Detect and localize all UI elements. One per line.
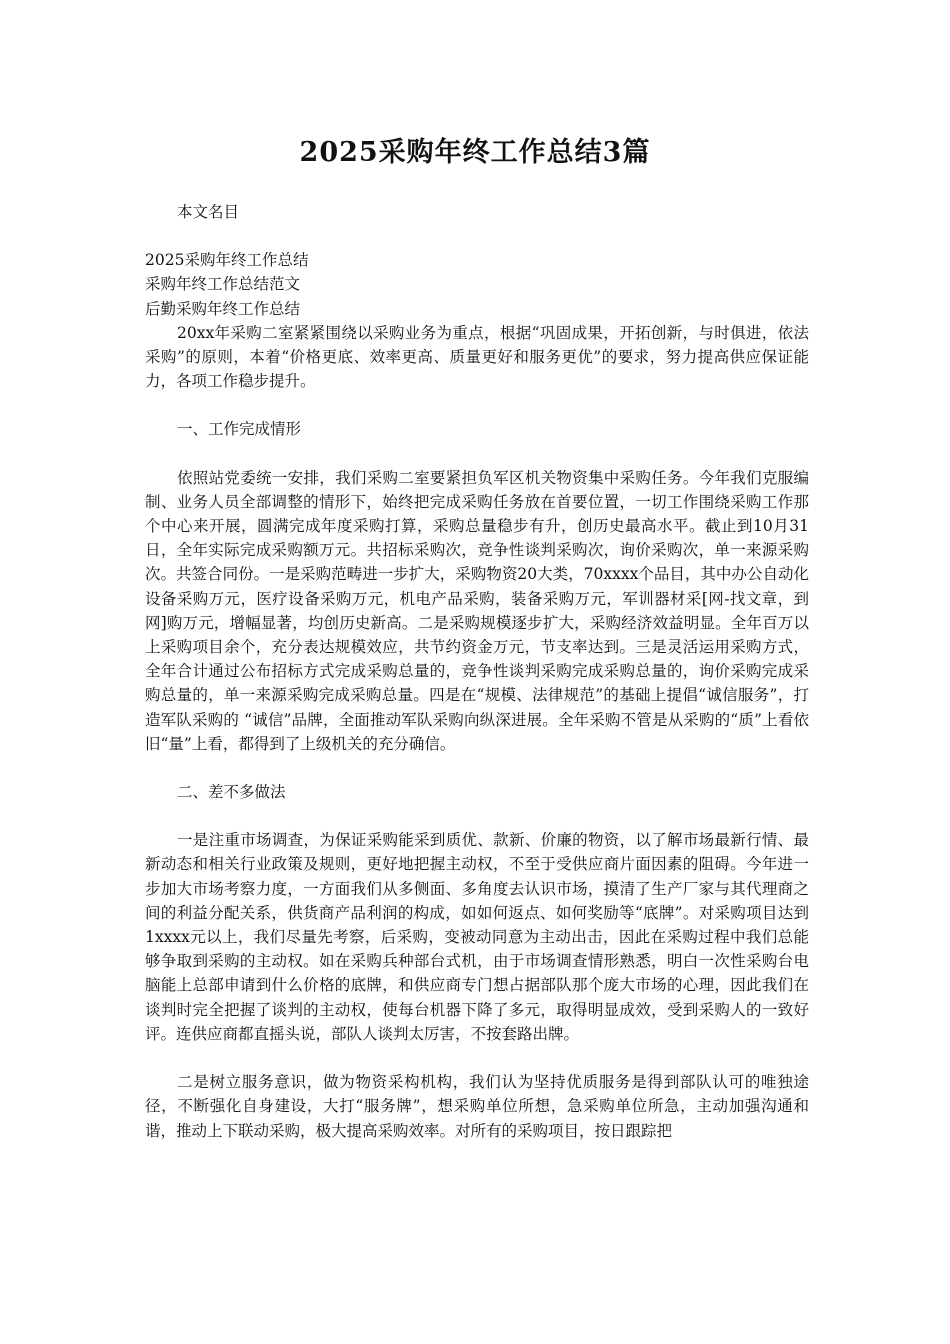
document-body (145, 200, 809, 1143)
section-2-paragraph-2: 二是树立服务意识，做为物资采构机构，我们认为坚持优质服务是得到部队认可的唯独途径，不断强化自身建设，大打“服务牌”，想采购单位所想，急采购单位所急，主动加强沟通和谐，推动上下联动采购，极大提高采购效率。对所有的采购项目，按日跟踪把 (145, 1073, 809, 1140)
section-heading-1: 一、工作完成情形 (177, 420, 302, 439)
section-heading-2: 二、差不多做法 (177, 783, 286, 802)
intro-paragraph: 20xx年采购二室紧紧围绕以采购业务为重点，根据“巩固成果，开拓创新，与时俱进，依法采购”的原则，本着“价格更底、效率更高、质量更好和服务更优”的要求，努力提高供应保证能力，各项工作稳步提升。 (145, 323, 809, 391)
toc-label: 本文名目 (177, 203, 240, 221)
table-of-contents (145, 248, 809, 321)
toc-item: 2025采购年终工作总结 (145, 251, 309, 270)
document-title: 2025采购年终工作总结3篇 (299, 137, 651, 168)
toc-item: 后勤采购年终工作总结 (145, 299, 301, 318)
toc-item: 采购年终工作总结范文 (145, 275, 301, 294)
section-2-paragraph-1: 一是注重市场调查，为保证采购能采到质优、款新、价廉的物资，以了解市场最新行情、最新动态和相关行业政策及规则，更好地把握主动权，不至于受供应商片面因素的阻碍。今年进一步加大市场考察力度，一方面我们从多侧面、多角度去认识市场，摸清了生产厂家与其代理商之间的利益分配关系，供货商产品利润的构成，如如何返点、如何奖励等“底牌”。对采购项目达到1xxxx元以上，我们尽量先考察，后采购，变被动同意为主动出击，因此在采购过程中我们总能够争取到采购的主动权。如在采购兵种部台式机，由于市场调查情形熟悉，明白一次性采购台电脑能上总部申请到什么价格的底牌，和供应商专门想占据部队那个庞大市场的心理，因此我们在谈判时完全把握了谈判的主动权，使每台机器下降了多元，取得明显成效，受到采购人的一致好评。连供应商都直摇头说，部队人谈判太厉害，不按套路出牌。 (145, 831, 809, 1043)
section-1-paragraph: 依照站党委统一安排，我们采购二室要紧担负军区机关物资集中采购任务。今年我们克服编制、业务人员全部调整的情形下，始终把完成采购任务放在首要位置，一切工作围绕采购工作那个中心来开展，圆满完成年度采购打算，采购总量稳步有升，创历史最高水平。截止到10月31日，全年实际完成采购额万元。共招标采购次，竞争性谈判采购次，询价采购次，单一来源采购次。共签合同份。一是采购范畴进一步扩大，采购物资20大类，70xxxx个品目，其中办公自动化设备采购万元，医疗设备采购万元，机电产品采购，装备采购万元，军训器材采[网-找文章，到网]购万元，增幅显著，均创历史新高。二是采购规模逐步扩大，采购经济效益明显。全年百万以上采购项目余个，充分表达规模效应，共节约资金万元，节支率达到。三是灵活运用采购方式，全年合计通过公布招标方式完成采购总量的，竞争性谈判采购完成采购总量的，询价采购完成采购总量的，单一来源采购完成采购总量。四是在“规模、法律规范”的基础上提倡“诚信服务”，打造军队采购的 “诚信”品牌，全面推动军队采购向纵深进展。全年采购不管是从采购的“质”上看依旧“量”上看，都得到了上级机关的充分确信。 (145, 468, 809, 753)
